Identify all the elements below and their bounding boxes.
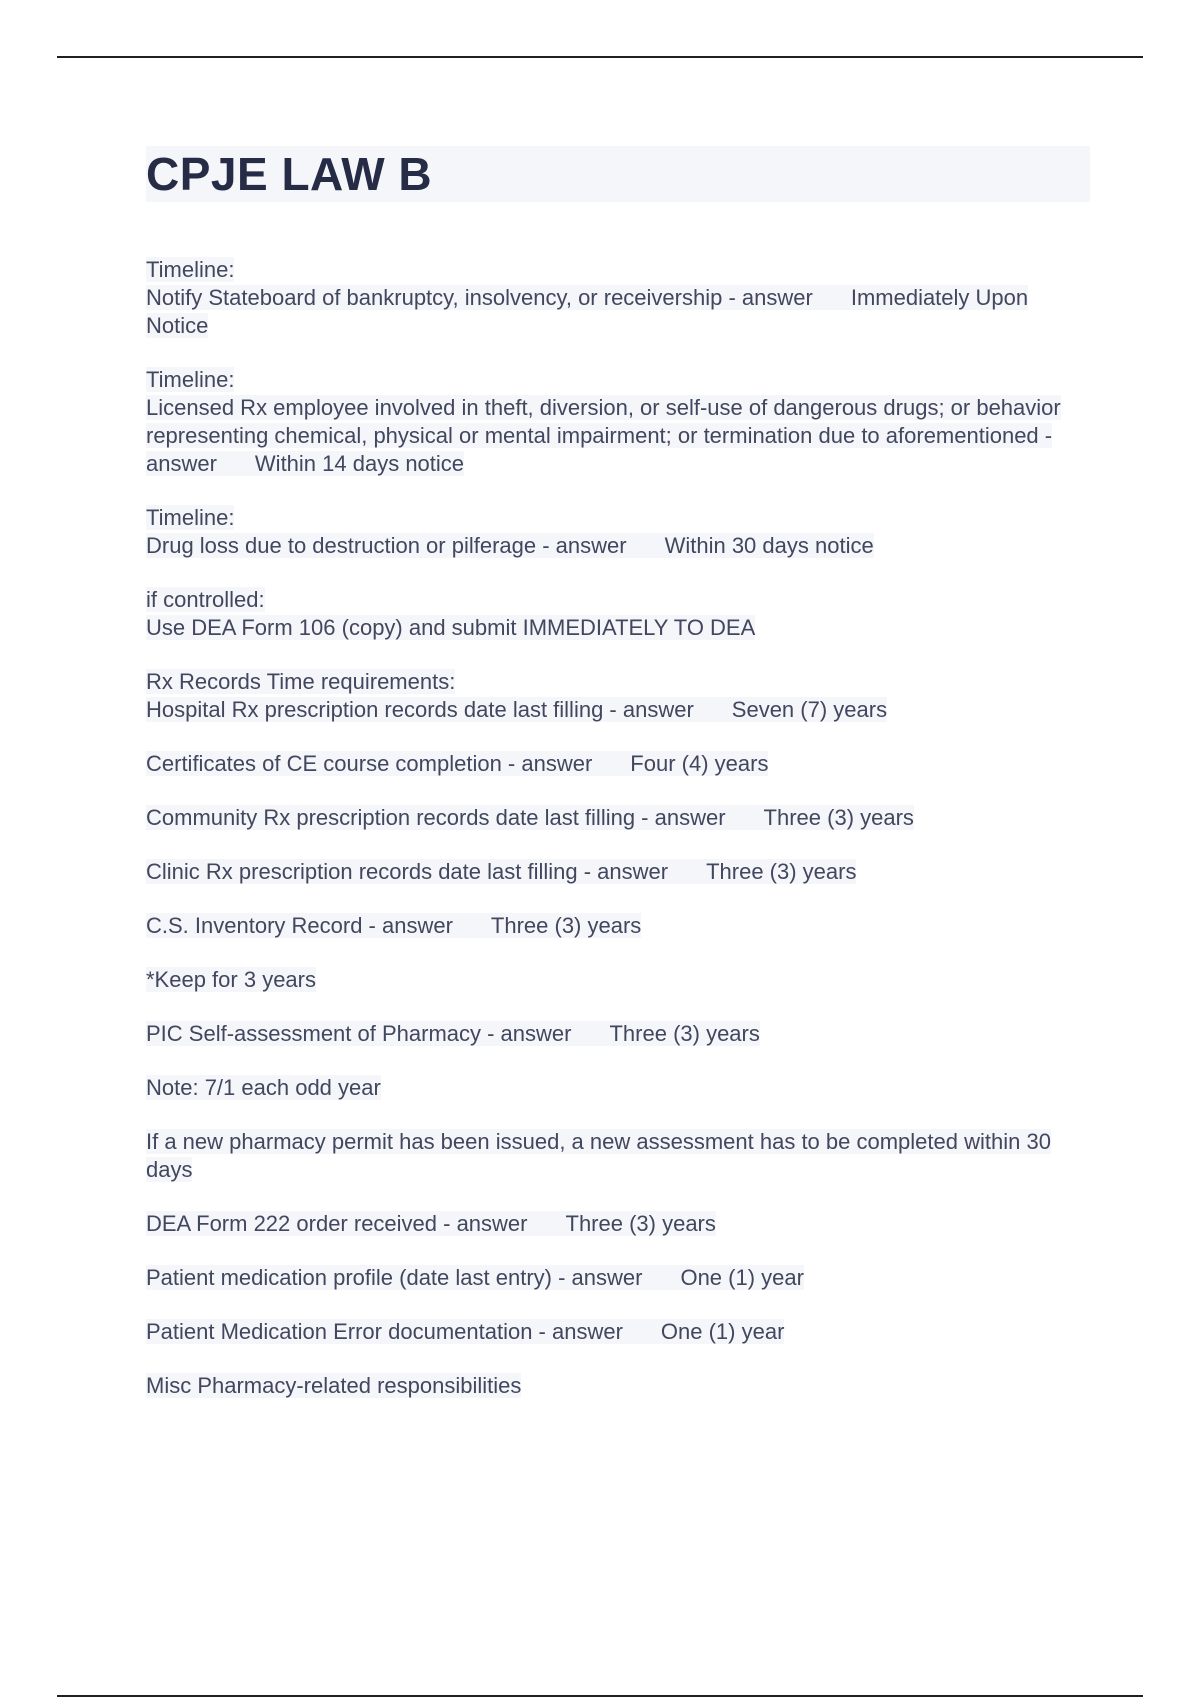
entry-patient-profile <box>146 1264 1066 1292</box>
entry-pic-self-assessment <box>146 1020 1066 1048</box>
entry-answer: Within 30 days notice <box>664 533 874 558</box>
entry-community-records <box>146 804 1066 832</box>
entry-employee-theft-notice <box>146 366 1066 478</box>
entry-answer: Three (3) years <box>763 805 914 830</box>
entry-question: *Keep for 3 years <box>146 967 316 992</box>
entry-prefix: Timeline: <box>146 257 235 282</box>
entry-question: Notify Stateboard of bankruptcy, insolvency, or receivership - answer <box>146 285 813 310</box>
entry-prefix: Timeline: <box>146 505 235 530</box>
entry-answer: Three (3) years <box>706 859 857 884</box>
entry-keep-note <box>146 966 1066 994</box>
entry-question: PIC Self-assessment of Pharmacy - answer <box>146 1021 572 1046</box>
entry-question: Community Rx prescription records date last filling - answer <box>146 805 726 830</box>
entry-ce-certificates <box>146 750 1066 778</box>
entry-answer: Within 14 days notice <box>254 451 465 476</box>
page-title: CPJE LAW B <box>146 148 433 200</box>
entry-hospital-records <box>146 668 1066 724</box>
entry-answer: Three (3) years <box>565 1211 716 1236</box>
entry-cs-inventory <box>146 912 1066 940</box>
flashcard-list <box>146 256 1066 1426</box>
entry-answer: One (1) year <box>660 1319 785 1344</box>
entry-controlled-dea-106 <box>146 586 1066 642</box>
entry-question: DEA Form 222 order received - answer <box>146 1211 528 1236</box>
entry-medication-error <box>146 1318 1066 1346</box>
entry-question: Misc Pharmacy-related responsibilities <box>146 1373 522 1398</box>
entry-question: Licensed Rx employee involved in theft, diversion, or self-use of dangerous drugs; or behavior representing chemical, physical or mental impairment; or termination due to aforementioned - answer <box>146 395 1061 476</box>
entry-question: Drug loss due to destruction or pilferage - answer <box>146 533 627 558</box>
entry-answer: One (1) year <box>680 1265 804 1290</box>
entry-odd-year-note <box>146 1074 1066 1102</box>
bottom-rule <box>57 1695 1143 1697</box>
top-rule <box>57 56 1143 58</box>
entry-question: If a new pharmacy permit has been issued, a new assessment has to be completed within 30 days <box>146 1129 1051 1182</box>
entry-clinic-records <box>146 858 1066 886</box>
entry-misc-responsibilities <box>146 1372 1066 1400</box>
entry-answer: Four (4) years <box>630 751 769 776</box>
entry-new-permit-note <box>146 1128 1066 1184</box>
entry-question: Note: 7/1 each odd year <box>146 1075 381 1100</box>
entry-prefix: if controlled: <box>146 587 265 612</box>
entry-drug-loss-notice <box>146 504 1066 560</box>
entry-answer: Seven (7) years <box>731 697 888 722</box>
entry-bankruptcy-notice <box>146 256 1066 340</box>
entry-answer: Three (3) years <box>609 1021 760 1046</box>
entry-question: Certificates of CE course completion - answer <box>146 751 593 776</box>
entry-question: Patient medication profile (date last entry) - answer <box>146 1265 643 1290</box>
entry-question: C.S. Inventory Record - answer <box>146 913 453 938</box>
entry-prefix: Rx Records Time requirements: <box>146 669 456 694</box>
entry-dea-222 <box>146 1210 1066 1238</box>
entry-question: Use DEA Form 106 (copy) and submit IMMEDIATELY TO DEA <box>146 615 756 640</box>
entry-question: Clinic Rx prescription records date last filling - answer <box>146 859 669 884</box>
entry-answer: Three (3) years <box>490 913 642 938</box>
entry-question: Patient Medication Error documentation - answer <box>146 1319 623 1344</box>
entry-question: Hospital Rx prescription records date last filling - answer <box>146 697 694 722</box>
entry-answer: Immediately Upon Notice <box>146 285 1029 338</box>
entry-prefix: Timeline: <box>146 367 235 392</box>
